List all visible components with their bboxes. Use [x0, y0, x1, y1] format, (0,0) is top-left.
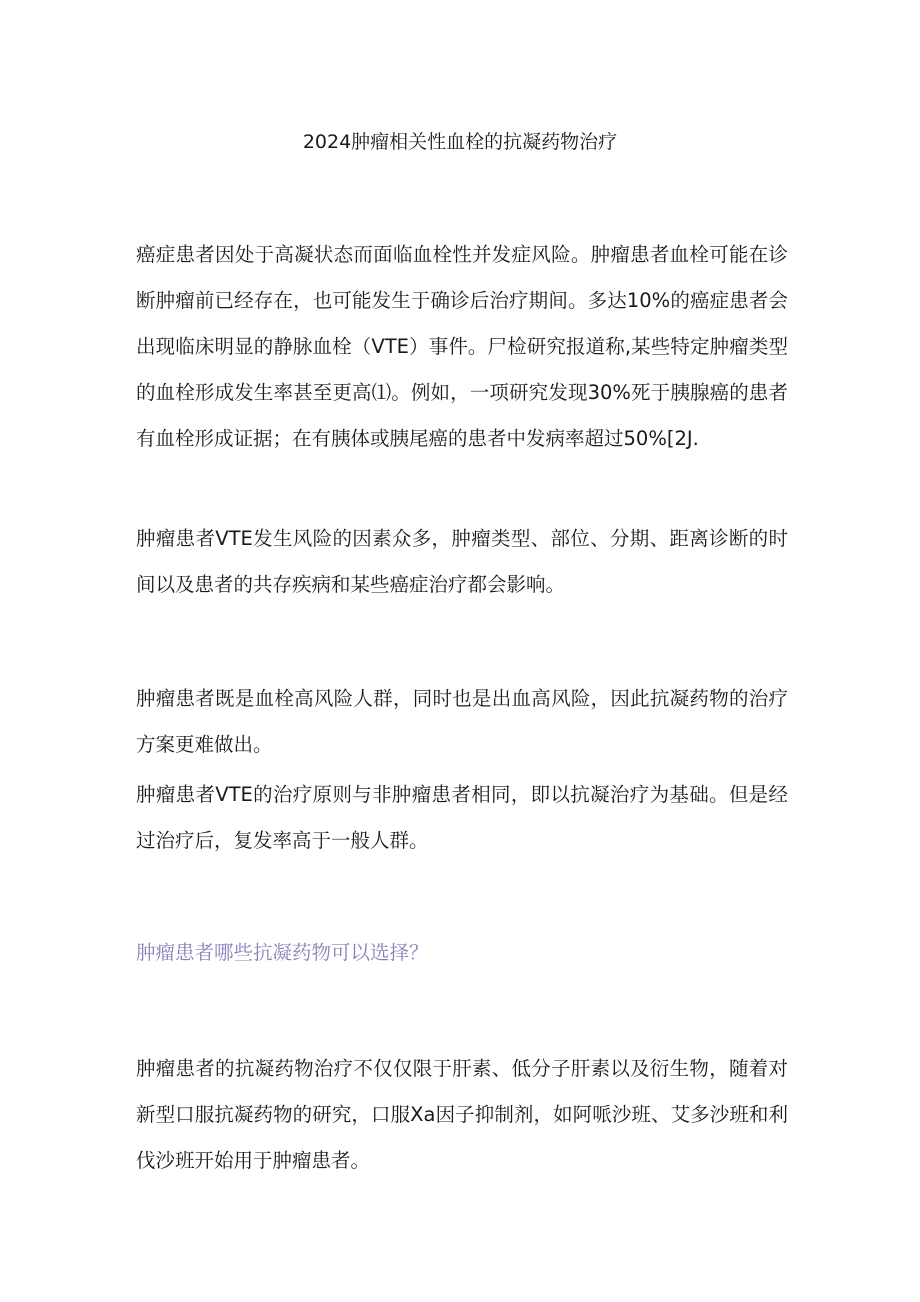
- paragraph-vte-risk-factors: 肿瘤患者VTE发生风险的因素众多，肿瘤类型、部位、分期、距离诊断的时间以及患者的共存疾病和某些癌症治疗都会影响。: [136, 527, 788, 596]
- document-title: 2024肿瘤相关性血栓的抗凝药物治疗: [302, 131, 618, 153]
- paragraph-treatment-principle: 肿瘤患者VTE的治疗原则与非肿瘤患者相同，即以抗凝治疗为基础。但是经过治疗后，复发率高于一般人群。: [136, 783, 788, 852]
- paragraph-anticoagulant-options: 肿瘤患者的抗凝药物治疗不仅仅限于肝素、低分子肝素以及衍生物，随着对新型口服抗凝药物的研究，口服Xa因子抑制剂，如阿哌沙班、艾多沙班和利伐沙班开始用于肿瘤患者。: [136, 1057, 788, 1172]
- paragraph-bleeding-risk: 肿瘤患者既是血栓高风险人群，同时也是出血高风险，因此抗凝药物的治疗方案更难做出。: [136, 687, 788, 756]
- paragraph-thrombosis-risk: 癌症患者因处于高凝状态而面临血栓性并发症风险。肿瘤患者血栓可能在诊断肿瘤前已经存在，也可能发生于确诊后治疗期间。多达10%的癌症患者会出现临床明显的静脉血栓（VTE）事件。尸检研究报道称,某些特定肿瘤类型的血栓形成发生率甚至更高⑴。例如，一项研究发现30%死于胰腺癌的患者有血栓形成证据；在有胰体或胰尾癌的患者中发病率超过50%[2J.: [136, 243, 788, 450]
- section-heading-drug-options: 肿瘤患者哪些抗凝药物可以选择？: [136, 941, 429, 964]
